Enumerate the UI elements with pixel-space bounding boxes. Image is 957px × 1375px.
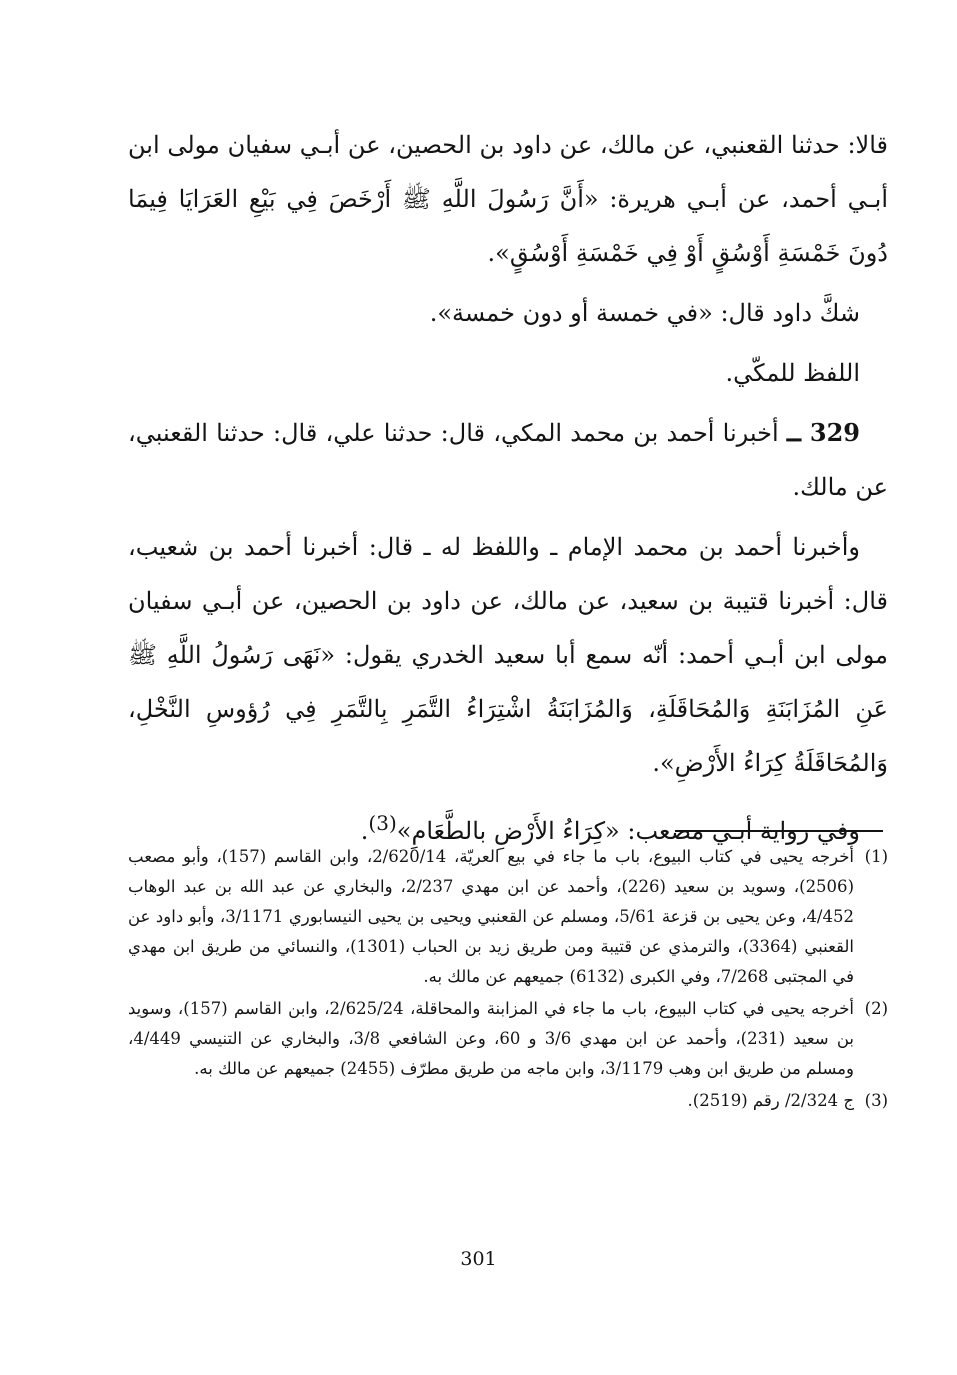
footnote-text: أخرجه يحيى في كتاب البيوع، باب ما جاء في المزابنة والمحاقلة، 2/625/24، وابن القاسم (157)، وسويد بن سعيد (231)، وأحمد عن ابن مهدي 3/6 و 60، وعن الشافعي 3/8، والبخاري عن التنيسي 4/449، ومسلم من طريق ابن وهب 3/1179، وابن ماجه من طريق مطرّف (2455) جميعهم عن مالك به. <box>128 999 855 1078</box>
footnote-text: أخرجه يحيى في كتاب البيوع، باب ما جاء في بيع العريّة، 2/620/14، وابن القاسم (157)، وأبو مصعب (2506)، وسويد بن سعيد (226)، وأحمد عن ابن مهدي 2/237، والبخاري عن عبد الله بن عبد الوهاب 4/452، وعن يحيى بن قزعة 5/61، ومسلم عن القعنبي ويحيى بن يحيى النيسابوري 3/1171، وأبو داود عن القعنبي (3364)، والترمذي عن قتيبة ومن طريق زيد بن الحباب (1301)، والنسائي من طريق ابن مهدي في المجتبى 7/268، وفي الكبرى (6132) جميعهم عن مالك به. <box>128 847 855 986</box>
hadith-329-text: أخبرنا أحمد بن محمد المكي، قال: حدثنا علي، قال: حدثنا القعنبي، عن مالك. <box>128 419 888 501</box>
footnote-number: (3) <box>864 1091 888 1110</box>
footnotes <box>128 842 888 1118</box>
sentence-end: . <box>360 817 369 845</box>
paragraph-hadith-abu-hurayra: قالا: حدثنا القعنبي، عن مالك، عن داود بن الحصين، عن أبـي سفيان مولى ابن أبـي أحمد، عن أبـي هريرة: «أَنَّ رَسُولَ اللَّهِ ﷺ أَرْخَصَ فِي بَيْعِ العَرَايَا فِيمَا دُونَ خَمْسَةِ أَوْسُقٍ أَوْ فِي خَمْسَةِ أَوْسُقٍ». <box>128 131 889 267</box>
paragraph-dawud-doubt: شكَّ داود قال: «في خمسة أو دون خمسة». <box>429 299 860 327</box>
abu-musab-text: وفي رواية أبـي مصعب: «كِرَاءُ الأَرْضِ بالطَّعَامِ» <box>396 817 860 845</box>
footnote-text: ج 2/324/ رقم (2519). <box>687 1091 854 1110</box>
main-text <box>128 118 888 864</box>
footnote-ref-3: (3) <box>368 811 397 835</box>
footnote-number: (2) <box>864 999 888 1018</box>
footnote-separator <box>675 830 883 832</box>
paragraph-wording-note: اللفظ للمكّي. <box>725 359 860 387</box>
paragraph-muzabana: وأخبرنا أحمد بن محمد الإمام ـ واللفظ له ـ قال: أخبرنا أحمد بن شعيب، قال: أخبرنا قتيبة بن سعيد، عن مالك، عن داود بن الحصين، عن أبـي سفيان مولى ابن أبـي أحمد: أنّه سمع أبا سعيد الخدري يقول: «نَهَى رَسُولُ اللَّهِ ﷺ عَنِ المُزَابَنَةِ وَالمُحَاقَلَةِ، وَالمُزَابَنَةُ اشْتِرَاءُ التَّمَرِ بِالتَّمَرِ فِي رُؤوسِ النَّخْلِ، وَالمُحَاقَلَةُ كِرَاءُ الأَرْضِ». <box>128 533 889 777</box>
paragraph-hadith-329 <box>128 406 888 514</box>
page-number: 301 <box>460 1248 497 1270</box>
footnote-number: (1) <box>864 847 888 866</box>
hadith-number: 329 ــ <box>786 418 860 447</box>
footnote-2 <box>128 994 888 1084</box>
footnote-1 <box>128 842 888 992</box>
footnote-3 <box>128 1086 888 1116</box>
